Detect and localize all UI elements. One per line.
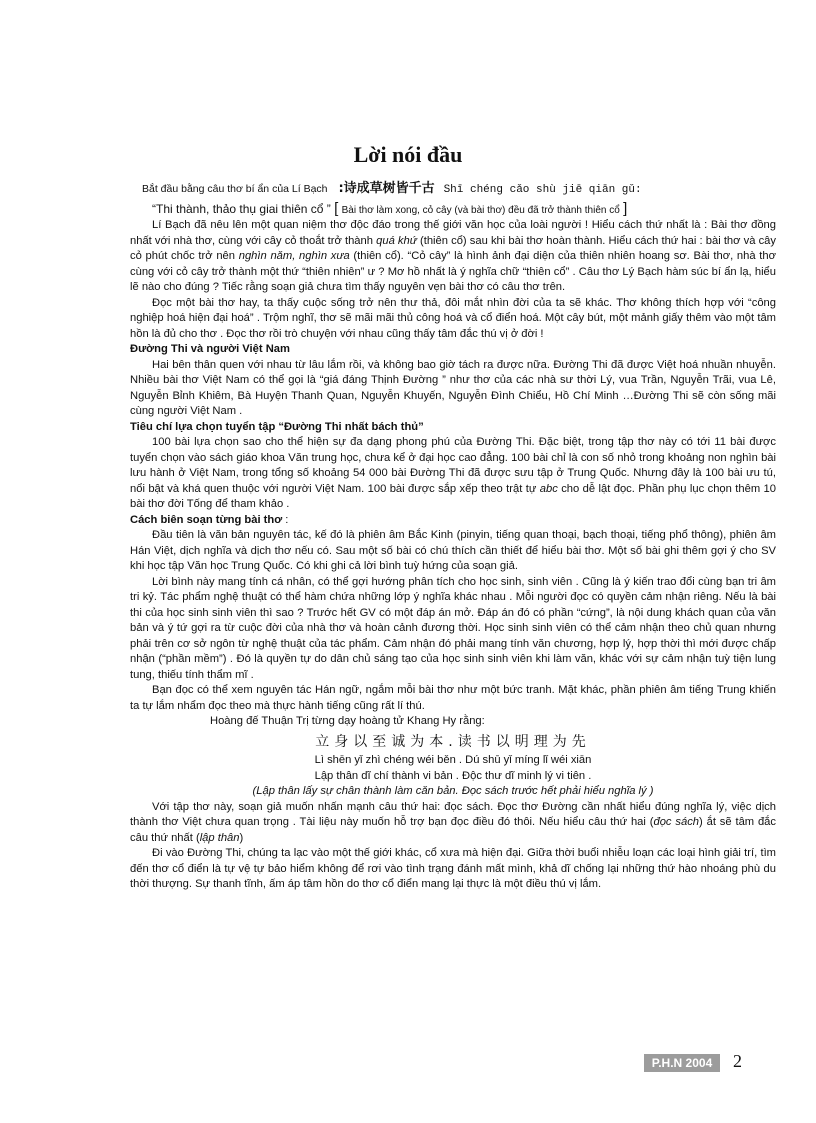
quote-bracket-open: [ [334, 200, 339, 217]
p1-text-b: (thiên cổ) sau khi bài thơ hoàn thành. Hiểu cách thứ hai : bài thơ và cây cỏ phút chốc trở nên [130, 234, 776, 262]
pinyin-line: Lì shēn yǐ zhì chéng wéi běn . Dú shū yǐ míng lǐ wéi xiān [314, 754, 592, 766]
p9-emphasis-a: đọc sách [653, 816, 700, 828]
paragraph-7: Bạn đọc có thể xem nguyên tác Hán ngữ, ngắm mỗi bài thơ như một bức tranh. Mặt khác, phần phiên âm tiếng Trung khiến ta tự lắm nhẩm đọc theo mà thực hành tiếng cũng rất lí thú. [130, 684, 776, 712]
section-heading-criteria: Tiêu chí lựa chọn tuyển tập “Đường Thi nhất bách thủ” [130, 420, 424, 433]
paragraph-4 [130, 435, 776, 513]
p9-text-b: ) ắt sẽ tâm đắc câu thứ nhất ( [130, 816, 776, 844]
intro-lead: Bắt đầu bằng câu thơ bí ẩn của Lí Bạch [142, 183, 328, 195]
p1-text-a: Lí Bạch đã nêu lên một quan niệm thơ độc đáo trong thế giới văn học của loài người ! Hiểu cách thứ nhất là : Bài thơ đồng nhất với nhà thơ, cùng với cây cỏ thoắt trở thành [130, 219, 776, 247]
paragraph-1 [130, 218, 776, 296]
section-heading-compilation [130, 513, 776, 529]
p4-emphasis: abc [539, 482, 558, 495]
quote-bracket-close: ] [623, 200, 628, 217]
paragraph-8: Hoàng đế Thuận Trị từng dạy hoàng tử Khang Hy rằng: [210, 715, 485, 727]
section-heading-duong-thi-vietnam: Đường Thi và người Việt Nam [130, 343, 290, 355]
paragraph-9 [130, 800, 776, 847]
paragraph-2: Đọc một bài thơ hay, ta thấy cuộc sống trở nên thư thả, đôi mắt nhìn đời của ta sẽ khác. Thơ không thích hợp với “công nghiệp hoá hiện đại hoá” . Trộm nghĩ, thơ sẽ mãi mãi thủ công hoá và cổ điển hoá. Một cây bút, một mảnh giấy thêm vào một tâm hồn là đủ cho thơ . Đọc thơ rồi trò chuyện với nhau cũng thấy tâm đắc thú vị ở đời ! [130, 296, 776, 340]
p4-text-b: cho dễ lật đọc. Phần phụ lục chọn thêm 10 bài thơ đời Tống để tham khảo . [130, 482, 776, 510]
intro-pinyin: Shī chéng cǎo shù jiē qiān gǔ: [443, 184, 642, 196]
translation-line: (Lập thân lấy sự chân thành làm căn bản. Đọc sách trước hết phải hiểu nghĩa lý ) [252, 785, 654, 797]
intro-han-verse: :诗成草树皆千古 [338, 181, 435, 196]
hanviet-line: Lập thân dĩ chí thành vi bản . Độc thư dĩ minh lý vi tiên . [314, 769, 592, 782]
p9-text-c: ) [239, 831, 244, 844]
h3-tail: : [282, 513, 289, 526]
intro-line [142, 177, 782, 196]
quote-text: “Thi thành, thảo thụ giai thiên cổ ” [152, 202, 331, 216]
p9-emphasis-b: lập thân [199, 831, 240, 844]
paragraph-10: Đi vào Đường Thi, chúng ta lạc vào một thế giới khác, cổ xưa mà hiện đại. Giữa thời buổi nhiễu loạn các loại hình giải trí, tìm đến thơ cổ điển là tự vệ tự bảo hiểm không để rơi vào tình trạng đánh mất mình, khả dĩ chống lại những thứ hào nhoáng phù du thời thượng. Sự thanh tĩnh, ấm áp tâm hồn do thơ cổ điển mang lại thực là một điều thú vị lắm. [130, 847, 776, 890]
paragraph-6: Lời bình này mang tính cá nhân, có thể gợi hướng phân tích cho học sinh, sinh viên . Cũng là ý kiến trao đổi cùng bạn tri âm tri kỷ. Tác phẩm nghệ thuật có thể hàm chứa những lớp ý nghĩa khác nhau . Mỗi người đọc có quyền cảm nhận riêng. Nếu là bài thi của học sinh sinh viên thì sao ? Trước hết GV có một đáp án mở. Đáp án đó có phần “cứng”, là nội dung khách quan của văn bản và ý tứ gợi ra từ cuộc đời của nhà thơ và hoàn cảnh đương thời. Học sinh sinh viên có thể cảm nhận theo chủ quan nhưng phải trên cơ sở ngôn từ nghệ thuật của tác phẩm. Cảm nhận đó phải mang tính văn chương, hợp lý, hợp thời thì mới được chấp nhận (“phần mềm”) . Đó là quyền tự do dân chủ sáng tạo của học sinh sinh viên khi làm văn, khác với sự cảm nhận tuỳ tiện lung tung, thiếu tính thẩm mĩ . [130, 575, 776, 681]
footer-author-badge: P.H.N 2004 [644, 1054, 720, 1072]
paragraph-3: Hai bên thân quen với nhau từ lâu lắm rồi, và không bao giờ tách ra được nữa. Đường Thi đã được Việt hoá nhuần nhuyễn. Nhiều bài thơ Việt Nam có thể gọi là “giá đáng Thịnh Đường ” như thơ của các nhà sư thời Lý, vua Trần, Nguyễn Trãi, vua Lê, Nguyễn Bỉnh Khiêm, Bà Huyện Thanh Quan, Nguyễn Khuyến, Nguyễn Đình Chiểu, Hồ Chí Minh …Đường Thi sẽ còn sống mãi cùng người Việt Nam . [130, 358, 776, 417]
p1-emphasis-a: quá khứ [376, 234, 417, 247]
page-number: 2 [733, 1051, 742, 1071]
quote-translation: Bài thơ làm xong, cỏ cây (và bài thơ) đều đã trở thành thiên cổ [341, 205, 620, 216]
p1-text-c: (thiên cổ). “Cỏ cây” là hình ảnh đại diện của thiên nhiên hoang sơ. Bài thơ, nhà thơ cùng với cỏ cây trở thành một thứ “thiên nhiên” ư ? Mơ hồ nhất là ý nghĩa chữ “thiên cổ” . Câu thơ Lý Bạch hàm súc bí ẩn lạ, hiểu lẽ nào cho đúng ? Tiếc rằng soạn giả chưa tìm thấy nguyên vẹn bài thơ có câu thơ trên. [130, 250, 776, 293]
body-text [130, 218, 776, 893]
paragraph-5: Đầu tiên là văn bản nguyên tác, kế đó là phiên âm Bắc Kinh (pinyin, tiếng quan thoại, bạch thoại, tiếng phổ thông), phiên âm Hán Việt, dịch nghĩa và dịch thơ nếu có. Sau một số bài có chú thích cần thiết để hiểu bài thơ. Một số bài ghi thêm gợi ý cho SV khi học tập Văn học Trung Quốc. Có khi ghi cả lời bình tuỳ hứng của soạn giả. [130, 529, 776, 572]
page-title: Lời nói đầu [353, 142, 463, 167]
han-quote-line: 立身以至诚为本.读书以明理为先 [315, 733, 591, 750]
p9-text-a: Với tập thơ này, soạn giả muốn nhấn mạnh câu thứ hai: đọc sách. Đọc thơ Đường cần nhất hiểu đúng nghĩa lý, việc dịch thành thơ Việt chưa quan trọng . Tài liệu này muốn hỗ trợ bạn đọc điều đó thôi. Nếu hiểu câu thứ hai ( [130, 800, 776, 828]
p4-text-a: 100 bài lựa chọn sao cho thể hiện sự đa dạng phong phú của Đường Thi. Đặc biệt, trong tập thơ này có tới 11 bài được tuyển chọn vào sách giáo khoa Văn trung học, chưa kể ở đại học cao đẳng. 100 bài chỉ là con số nhỏ trong khoảng non nghìn bài lưu hành ở Việt Nam, trong tổng số khoảng 54 000 bài Đường Thi đã được sưu tập ở Trung Quốc. Nhưng đây là 100 bài ưu tú, nổi bật và khá quen thuộc với người Việt Nam. 100 bài được sắp xếp theo trật tự [130, 436, 776, 495]
p1-emphasis-b: nghìn năm, nghìn xưa [238, 250, 350, 262]
h3-text: Cách biên soạn từng bài thơ [130, 513, 283, 526]
verse-quote [152, 200, 792, 217]
